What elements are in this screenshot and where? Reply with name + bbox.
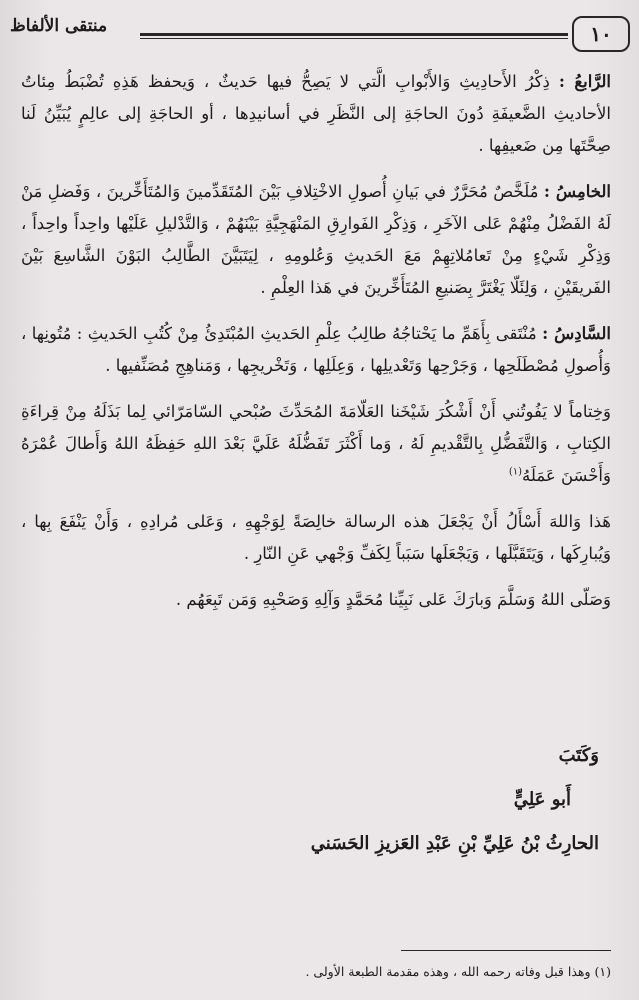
signature-wrote: وَكَتَبَ	[558, 745, 599, 766]
paragraph-thanks	[21, 396, 611, 492]
paragraph-lead: الخامِسُ :	[543, 182, 611, 201]
paragraph-text: هَذا وَاللهَ أَسْأَلُ أَنْ يَجْعَلَ هذه الرسالة خالِصَةً لِوَجْهِهِ ، وَعَلى مُرادِهِ ، وَأَنْ يَنْفَعَ بِها ، وَيُبارِكَها ، وَيَتَقَبَّلَها ، وَيَجْعَلَها سَبَباً لِكَفِّ وَجْهي عَنِ النّارِ .	[21, 512, 611, 563]
running-title: منتقى الألفاظ	[10, 16, 108, 36]
paragraph-text: ذِكْرُ الأَحادِيثِ وَالأَبْوابِ الَّتي لا يَصِحُّ فيها حَديثٌ ، وَيحفظ هَذِهِ تُضْبَطُ مِئاتُ الأحاديثِ الضَّعيفَةِ دُونَ الحاجَةِ إلى النَّظَرِ في أسانيدِها ، أو الحاجَةِ إلى عالِمٍ يُبَيِّنُ لَنا صِحَّتَها مِن ضَعيفِها .	[21, 72, 611, 155]
paragraph-lead: السَّادِسُ :	[542, 324, 611, 343]
footnote: (١) وهذا قبل وفاته رحمه الله ، وهذه مقدمة الطبعة الأولى .	[305, 964, 611, 979]
paragraph-text: مُنْتَقى بِأَهَمِّ ما يَحْتاجُهُ طالِبُ عِلْمِ الحَديثِ المُبْتَدِئُ مِنْ كُتُبِ الحَديثِ : مُتُونِها ، وَأُصولِ مُصْطَلَحِها ، وَجَرْحِها وَتَعْديلِها ، وَعِلَلِها ، وَتَخْريجِها ، وَمَناهِجِ مُصَنِّفيها .	[21, 324, 611, 375]
header-rule	[140, 33, 568, 36]
signature-kunya: أَبو عَلِيٍّ	[513, 789, 571, 810]
author-signature	[311, 734, 599, 866]
page-number: ١٠	[572, 16, 630, 52]
paragraph-fourth	[21, 66, 611, 162]
page-body	[21, 66, 611, 630]
paragraph-sixth	[21, 318, 611, 382]
footnote-divider	[401, 950, 611, 951]
paragraph-salutation	[21, 584, 611, 616]
paragraph-text: وَصَلّى اللهُ وَسَلَّمَ وَبارَكَ عَلى نَبِيِّنا مُحَمَّدٍ وَآلِهِ وَصَحْبِهِ وَمَن تَبِعَهُم .	[175, 590, 611, 609]
page-header	[10, 14, 630, 54]
paragraph-prayer	[21, 506, 611, 570]
footnote-reference: (١)	[508, 466, 523, 478]
paragraph-lead: الرَّابعُ :	[558, 72, 612, 91]
paragraph-text: مُلَخَّصٌ مُحَرَّرٌ في بَيانِ أُصولِ الاخْتِلافِ بَيْنَ المُتَقَدِّمينَ وَالمُتَأَخِّرينَ ، وَفَضلِ مَنْ لَهُ الفَضْلُ مِنْهُمْ عَلى الآخَرِ ، وَذِكْرِ الفَوارِقِ المَنْهَجِيَّةِ بَيْنَهُمْ ، وَالتَّدْليلِ عَلَيْها واحِداً واحِداً ، وَذِكْرِ شَيْءٍ مِنْ تَعامُلاتِهِمْ مَعَ الحَديثِ وَعُلومِهِ ، لِيَتَبَيَّنَ الطَّالِبُ البَوْنَ الشَّاسِعَ بَيْنَ الفَريقَيْنِ ، وَلِئَلّا يَغْتَرَّ بِصَنيعِ المُتَأَخِّرينَ في هَذا العِلْمِ .	[21, 182, 611, 297]
paragraph-text: وَخِتاماً لا يَفُوتُني أَنْ أَشْكُرَ شَيْخَنا العَلّامَةَ المُحَدِّثَ صُبْحي السّامَرّائي لِما بَذَلَهُ مِنْ قِراءَةِ الكِتابِ ، وَالتَّفَضُّلِ بِالتَّقْديمِ لَهُ ، وَما أَكْثَرَ تَفَضُّلَهُ عَلَيَّ بَعْدَ اللهِ حَفِظَهُ اللهُ وَأَطالَ عُمْرَهُ وَأَحْسَنَ عَمَلَهُ	[21, 402, 611, 485]
signature-full-name: الحارِثُ بْنُ عَلِيِّ بْنِ عَبْدِ العَزيزِ الحَسَني	[310, 833, 599, 854]
paragraph-fifth	[21, 176, 611, 304]
